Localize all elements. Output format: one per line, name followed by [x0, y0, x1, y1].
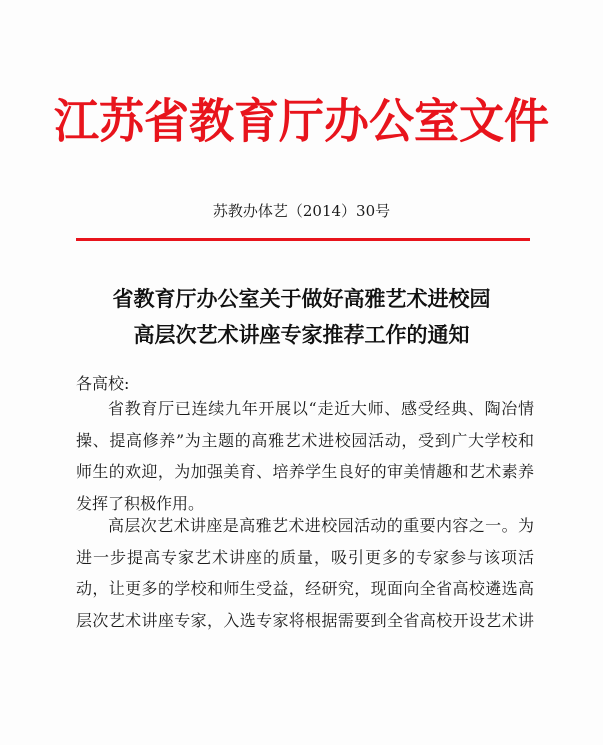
notice-title-line-2: 高层次艺术讲座专家推荐工作的通知	[133, 322, 470, 347]
paragraph-1-line-2: 操、提高修养”为主题的高雅艺术进校园活动，受到广大学校和	[76, 430, 534, 450]
notice-title-line-1: 省教育厅办公室关于做好高雅艺术进校园	[112, 286, 491, 311]
red-header-title: 江苏省教育厅办公室文件	[53, 93, 549, 150]
red-divider-line	[76, 238, 530, 241]
paragraph-2-line-2: 进一步提高专家艺术讲座的质量，吸引更多的专家参与该项活	[76, 547, 534, 567]
salutation: 各高校:	[76, 374, 130, 393]
paragraph-1-line-3: 师生的欢迎，为加强美育、培养学生良好的审美情趣和艺术素养	[76, 462, 534, 481]
paragraph-1-line-1: 省教育厅已连续九年开展以“走近大师、感受经典、陶冶情	[108, 399, 534, 418]
document-number: 苏教办体艺（2014）30号	[212, 202, 391, 220]
paragraph-2-line-3: 动，让更多的学校和师生受益，经研究，现面向全省高校遴选高	[76, 579, 534, 598]
paragraph-2	[76, 510, 534, 636]
paragraph-2-line-4: 层次艺术讲座专家，入选专家将根据需要到全省高校开设艺术讲	[76, 610, 534, 630]
paragraph-1-line-4: 发挥了积极作用。	[76, 493, 205, 513]
paragraph-1	[76, 393, 534, 519]
notice-title	[0, 281, 603, 353]
paragraph-2-line-1: 高层次艺术讲座是高雅艺术进校园活动的重要内容之一。为	[108, 516, 534, 535]
